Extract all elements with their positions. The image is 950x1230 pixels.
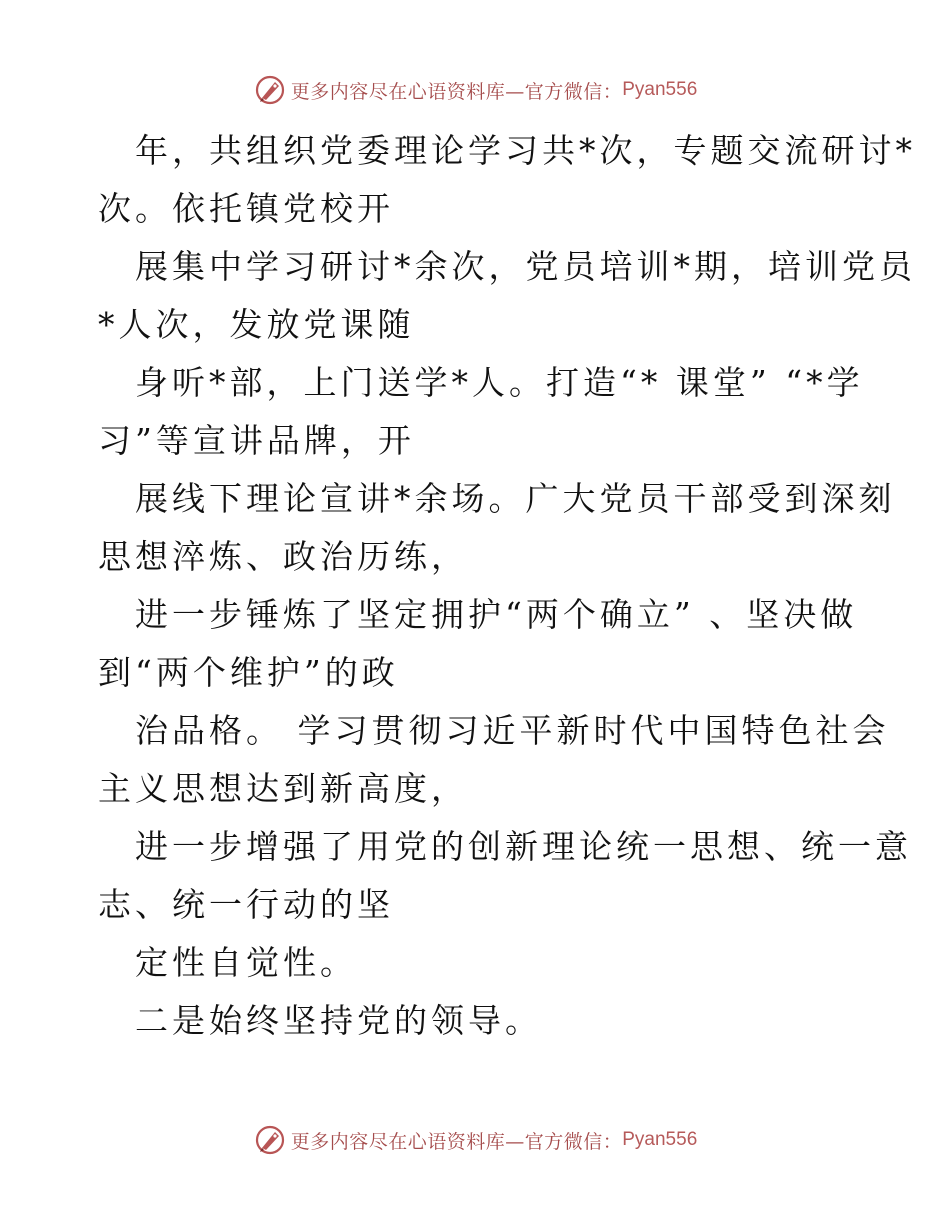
text-line: 展线下理论宣讲*余场。广大党员干部受到深刻 — [135, 479, 896, 518]
banner-wechat-id: Pyan556 — [622, 79, 698, 100]
text-line: 身听*部，上门送学*人。打造“* 课堂” “*学 — [135, 363, 864, 402]
text-line: 主义思想达到新高度， — [98, 769, 468, 808]
pen-nib-logo-icon — [253, 73, 287, 107]
footer-watermark-banner — [0, 1120, 950, 1160]
text-line: 展集中学习研讨*余次，党员培训*期，培训党员 — [135, 247, 916, 286]
banner-text: 更多内容尽在心语资料库—官方微信： — [290, 1130, 623, 1153]
text-line: 进一步增强了用党的创新理论统一思想、统一意 — [135, 827, 912, 866]
pen-nib-logo-icon — [253, 1123, 287, 1157]
text-line: 二是始终坚持党的领导。 — [135, 1001, 542, 1040]
text-line: 思想淬炼、政治历练， — [98, 537, 468, 576]
text-line: 到“两个维护”的政 — [98, 653, 399, 692]
text-line: 治品格。 学习贯彻习近平新时代中国特色社会 — [135, 711, 890, 750]
text-line: 次。依托镇党校开 — [98, 189, 394, 228]
text-line: 定性自觉性。 — [135, 943, 357, 982]
document-body — [98, 122, 916, 1050]
banner-wechat-id: Pyan556 — [622, 1129, 698, 1150]
text-line: 进一步锤炼了坚定拥护“两个确立” 、坚决做 — [135, 595, 858, 634]
text-line: 年，共组织党委理论学习共*次，专题交流研讨* — [135, 131, 916, 170]
text-line: 习”等宣讲品牌，开 — [98, 421, 415, 460]
header-watermark-banner — [0, 70, 950, 110]
text-line: *人次，发放党课随 — [98, 305, 415, 344]
banner-text: 更多内容尽在心语资料库—官方微信： — [290, 80, 623, 103]
text-line: 志、统一行动的坚 — [98, 885, 394, 924]
